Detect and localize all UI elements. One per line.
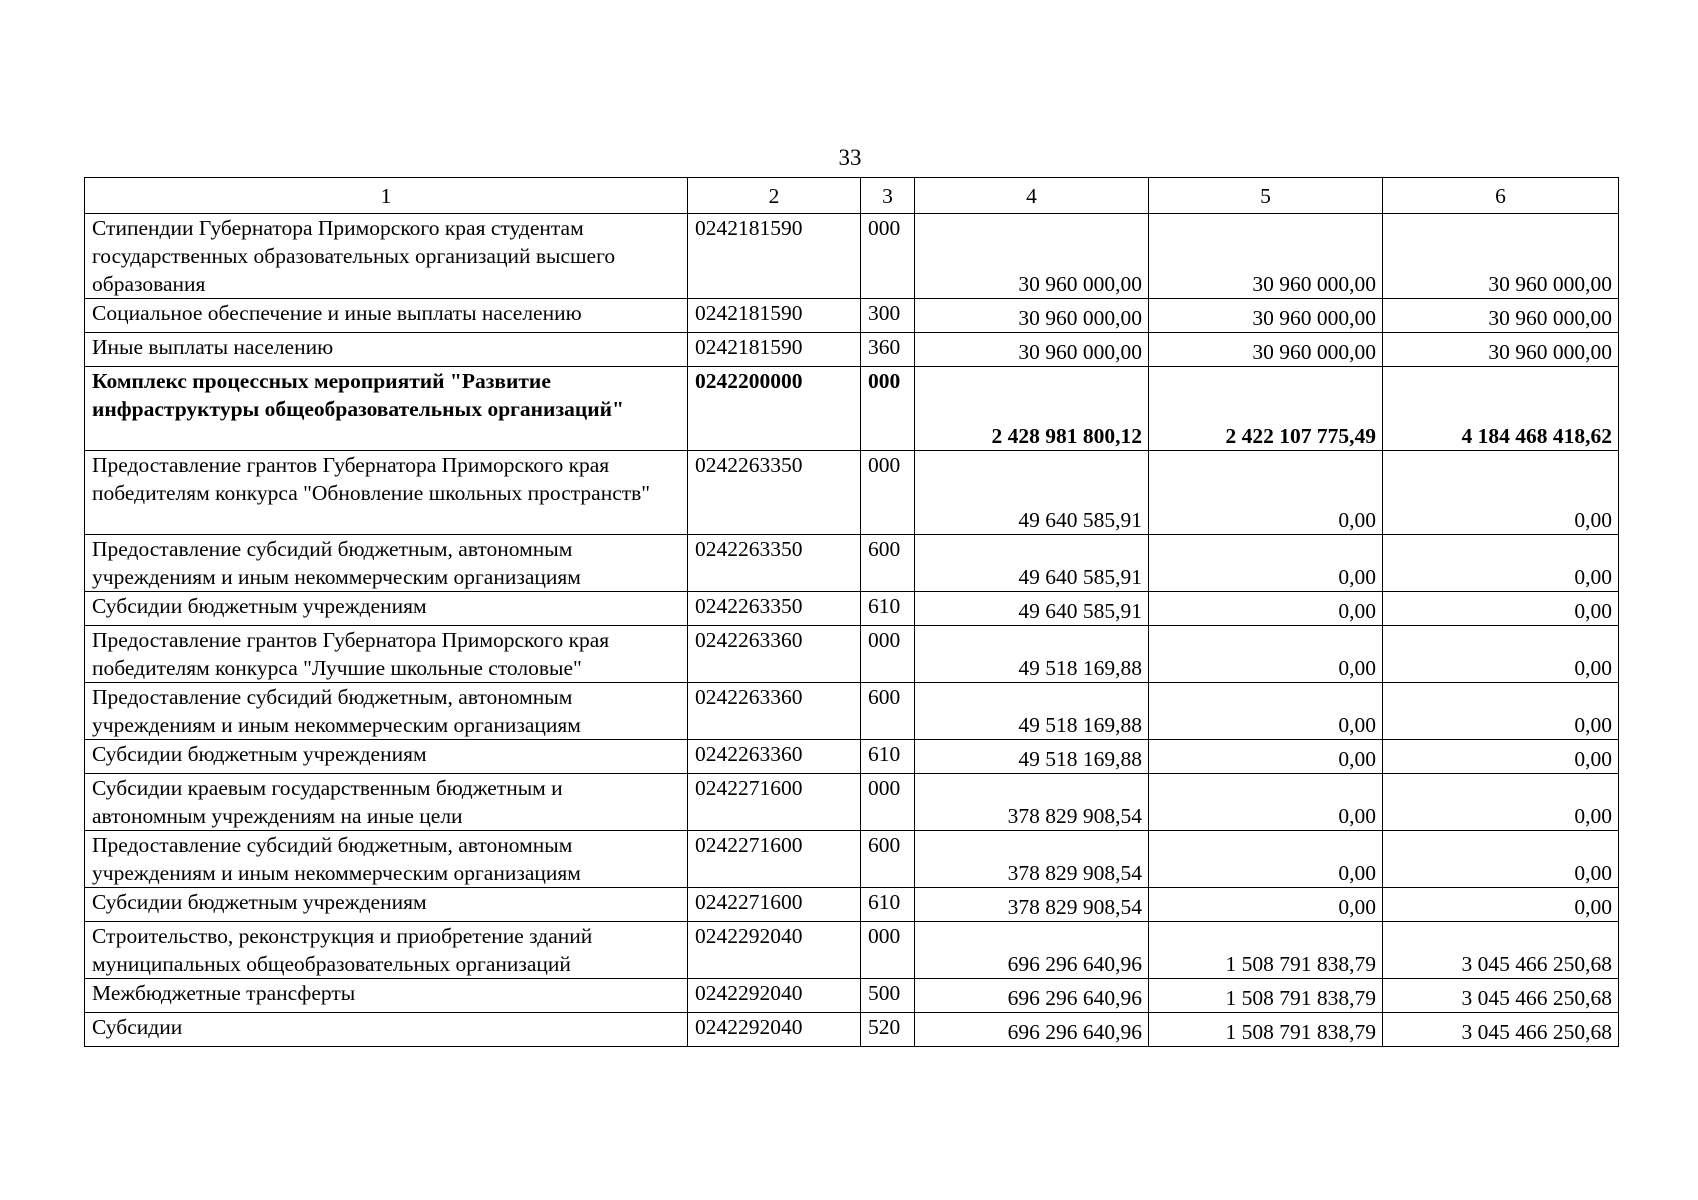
row-code-cell: 0242263360 — [688, 626, 861, 683]
header-col-5: 5 — [1149, 178, 1383, 214]
row-kvr-cell: 000 — [861, 922, 915, 979]
table-row — [85, 979, 1619, 1013]
row-code-cell: 0242181590 — [688, 333, 861, 367]
row-name-cell: Иные выплаты населению — [85, 333, 688, 367]
row-name-cell: Субсидии бюджетным учреждениям — [85, 888, 688, 922]
row-value-col5-cell: 30 960 000,00 — [1149, 214, 1383, 299]
row-value-col6-cell: 4 184 468 418,62 — [1383, 367, 1619, 451]
row-name-cell: Предоставление субсидий бюджетным, автономным учреждениям и иным некоммерческим организациям — [85, 831, 688, 888]
table-row — [85, 888, 1619, 922]
row-code-cell: 0242263360 — [688, 683, 861, 740]
row-value-col4-cell: 49 640 585,91 — [915, 592, 1149, 626]
row-value-col6-cell: 0,00 — [1383, 451, 1619, 535]
row-kvr-cell: 000 — [861, 451, 915, 535]
row-name-cell: Предоставление субсидий бюджетным, автономным учреждениям и иным некоммерческим организациям — [85, 683, 688, 740]
row-value-col6-cell: 0,00 — [1383, 774, 1619, 831]
row-kvr-cell: 360 — [861, 333, 915, 367]
row-value-col6-cell: 0,00 — [1383, 535, 1619, 592]
table-row — [85, 683, 1619, 740]
row-code-cell: 0242181590 — [688, 299, 861, 333]
row-value-col4-cell: 378 829 908,54 — [915, 774, 1149, 831]
row-name-cell: Субсидии бюджетным учреждениям — [85, 740, 688, 774]
table-row — [85, 774, 1619, 831]
row-value-col4-cell: 49 518 169,88 — [915, 740, 1149, 774]
row-name-cell: Предоставление грантов Губернатора Приморского края победителям конкурса "Лучшие школьные столовые" — [85, 626, 688, 683]
row-kvr-cell: 600 — [861, 683, 915, 740]
row-name-cell: Комплекс процессных мероприятий "Развитие инфраструктуры общеобразовательных организаций" — [85, 367, 688, 451]
header-col-3: 3 — [861, 178, 915, 214]
header-row — [85, 178, 1619, 214]
row-name-cell: Социальное обеспечение и иные выплаты населению — [85, 299, 688, 333]
row-code-cell: 0242200000 — [688, 367, 861, 451]
row-kvr-cell: 500 — [861, 979, 915, 1013]
row-value-col5-cell: 0,00 — [1149, 774, 1383, 831]
table-row — [85, 535, 1619, 592]
row-value-col5-cell: 0,00 — [1149, 535, 1383, 592]
row-name-cell: Субсидии бюджетным учреждениям — [85, 592, 688, 626]
row-value-col4-cell: 30 960 000,00 — [915, 214, 1149, 299]
table-body — [85, 214, 1619, 1047]
row-value-col5-cell: 1 508 791 838,79 — [1149, 979, 1383, 1013]
table-row — [85, 367, 1619, 451]
row-value-col4-cell: 378 829 908,54 — [915, 831, 1149, 888]
row-value-col6-cell: 0,00 — [1383, 626, 1619, 683]
row-value-col5-cell: 0,00 — [1149, 740, 1383, 774]
row-value-col6-cell: 30 960 000,00 — [1383, 299, 1619, 333]
row-name-cell: Строительство, реконструкция и приобретение зданий муниципальных общеобразовательных организаций — [85, 922, 688, 979]
row-code-cell: 0242271600 — [688, 774, 861, 831]
row-kvr-cell: 000 — [861, 214, 915, 299]
row-value-col5-cell: 30 960 000,00 — [1149, 333, 1383, 367]
row-value-col4-cell: 696 296 640,96 — [915, 1013, 1149, 1047]
row-value-col4-cell: 696 296 640,96 — [915, 922, 1149, 979]
row-name-cell: Стипендии Губернатора Приморского края студентам государственных образовательных организаций высшего образования — [85, 214, 688, 299]
row-name-cell: Субсидии краевым государственным бюджетным и автономным учреждениям на иные цели — [85, 774, 688, 831]
row-value-col4-cell: 49 640 585,91 — [915, 451, 1149, 535]
row-kvr-cell: 000 — [861, 626, 915, 683]
page-number: 33 — [838, 145, 862, 170]
budget-table — [84, 177, 1619, 1047]
row-code-cell: 0242271600 — [688, 888, 861, 922]
row-value-col5-cell: 1 508 791 838,79 — [1149, 1013, 1383, 1047]
row-kvr-cell: 300 — [861, 299, 915, 333]
row-value-col6-cell: 0,00 — [1383, 888, 1619, 922]
row-value-col5-cell: 2 422 107 775,49 — [1149, 367, 1383, 451]
table-row — [85, 922, 1619, 979]
row-value-col6-cell: 0,00 — [1383, 740, 1619, 774]
row-kvr-cell: 610 — [861, 592, 915, 626]
table-row — [85, 740, 1619, 774]
row-name-cell: Субсидии — [85, 1013, 688, 1047]
row-name-cell: Межбюджетные трансферты — [85, 979, 688, 1013]
row-code-cell: 0242263350 — [688, 451, 861, 535]
row-value-col4-cell: 30 960 000,00 — [915, 333, 1149, 367]
row-value-col6-cell: 3 045 466 250,68 — [1383, 922, 1619, 979]
row-value-col6-cell: 0,00 — [1383, 683, 1619, 740]
table-row — [85, 333, 1619, 367]
row-kvr-cell: 610 — [861, 888, 915, 922]
row-value-col4-cell: 49 518 169,88 — [915, 683, 1149, 740]
row-value-col5-cell: 0,00 — [1149, 451, 1383, 535]
header-col-6: 6 — [1383, 178, 1619, 214]
row-value-col4-cell: 49 518 169,88 — [915, 626, 1149, 683]
table-row — [85, 214, 1619, 299]
row-value-col4-cell: 378 829 908,54 — [915, 888, 1149, 922]
row-code-cell: 0242181590 — [688, 214, 861, 299]
row-value-col5-cell: 0,00 — [1149, 592, 1383, 626]
row-value-col4-cell: 30 960 000,00 — [915, 299, 1149, 333]
row-kvr-cell: 000 — [861, 774, 915, 831]
table-row — [85, 451, 1619, 535]
row-value-col4-cell: 49 640 585,91 — [915, 535, 1149, 592]
row-kvr-cell: 610 — [861, 740, 915, 774]
row-value-col6-cell: 30 960 000,00 — [1383, 214, 1619, 299]
table-row — [85, 831, 1619, 888]
row-name-cell: Предоставление субсидий бюджетным, автономным учреждениям и иным некоммерческим организациям — [85, 535, 688, 592]
table-row — [85, 626, 1619, 683]
header-col-1: 1 — [85, 178, 688, 214]
row-value-col5-cell: 0,00 — [1149, 683, 1383, 740]
header-col-2: 2 — [688, 178, 861, 214]
table-row — [85, 299, 1619, 333]
row-code-cell: 0242263360 — [688, 740, 861, 774]
row-code-cell: 0242263350 — [688, 592, 861, 626]
header-col-4: 4 — [915, 178, 1149, 214]
row-value-col5-cell: 0,00 — [1149, 888, 1383, 922]
row-kvr-cell: 520 — [861, 1013, 915, 1047]
row-code-cell: 0242263350 — [688, 535, 861, 592]
row-kvr-cell: 600 — [861, 831, 915, 888]
table-row — [85, 1013, 1619, 1047]
row-value-col6-cell: 0,00 — [1383, 592, 1619, 626]
row-value-col5-cell: 0,00 — [1149, 626, 1383, 683]
row-value-col6-cell: 3 045 466 250,68 — [1383, 1013, 1619, 1047]
row-value-col6-cell: 3 045 466 250,68 — [1383, 979, 1619, 1013]
row-name-cell: Предоставление грантов Губернатора Приморского края победителям конкурса "Обновление школьных пространств" — [85, 451, 688, 535]
table-row — [85, 592, 1619, 626]
row-value-col6-cell: 0,00 — [1383, 831, 1619, 888]
row-value-col5-cell: 30 960 000,00 — [1149, 299, 1383, 333]
row-code-cell: 0242271600 — [688, 831, 861, 888]
row-kvr-cell: 000 — [861, 367, 915, 451]
row-code-cell: 0242292040 — [688, 1013, 861, 1047]
row-value-col6-cell: 30 960 000,00 — [1383, 333, 1619, 367]
row-code-cell: 0242292040 — [688, 922, 861, 979]
row-value-col4-cell: 2 428 981 800,12 — [915, 367, 1149, 451]
row-value-col5-cell: 1 508 791 838,79 — [1149, 922, 1383, 979]
row-kvr-cell: 600 — [861, 535, 915, 592]
row-value-col5-cell: 0,00 — [1149, 831, 1383, 888]
row-code-cell: 0242292040 — [688, 979, 861, 1013]
row-value-col4-cell: 696 296 640,96 — [915, 979, 1149, 1013]
